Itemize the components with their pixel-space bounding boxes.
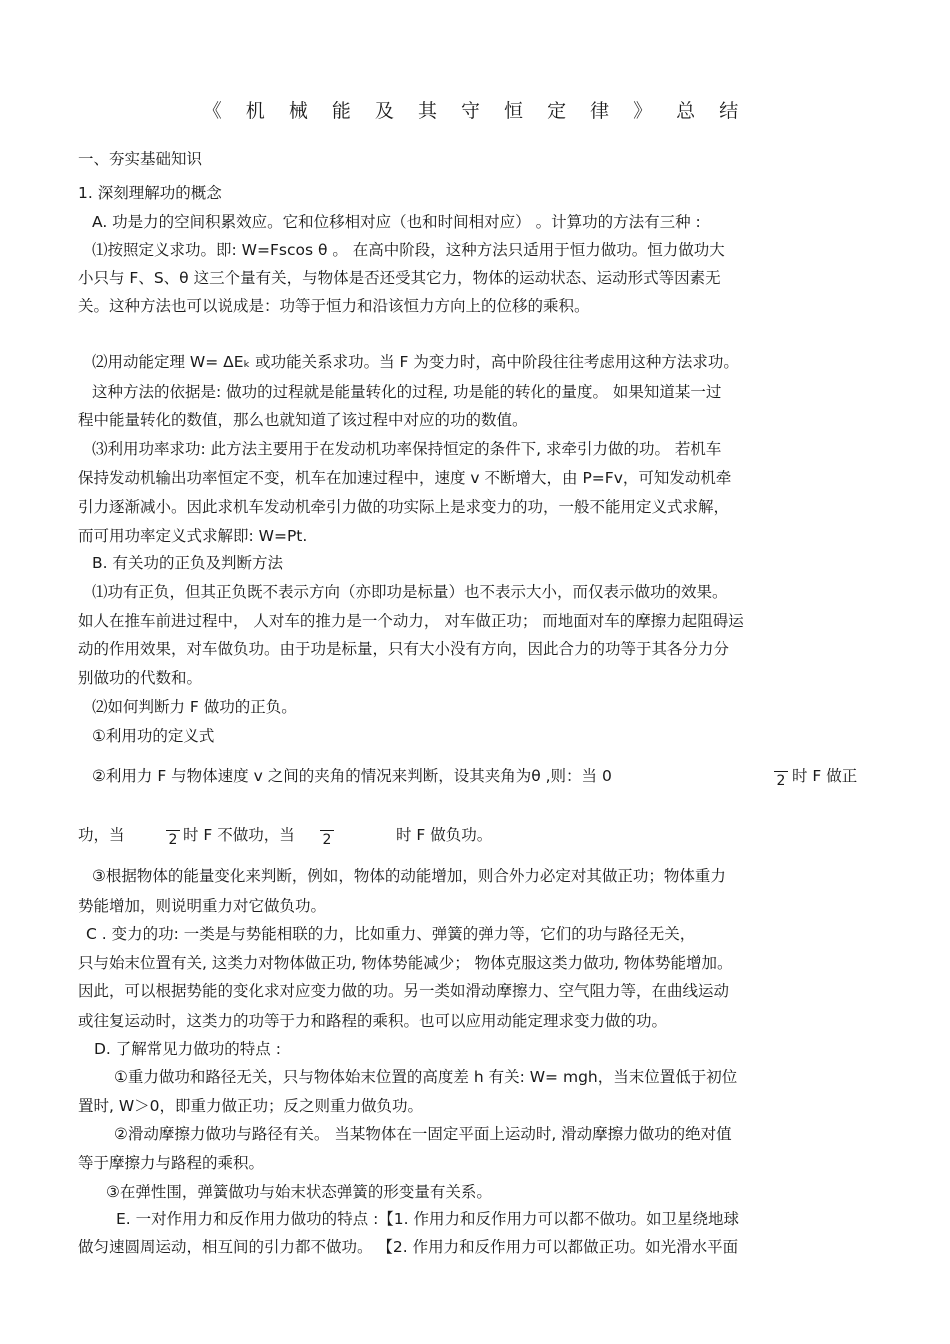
fraction bbox=[166, 830, 180, 847]
text-line: 时 F 做负功。 bbox=[396, 826, 493, 844]
text-line: 置时, W＞0，即重力做正功；反之则重力做负功。 bbox=[78, 1097, 424, 1115]
text-line: 保持发动机输出功率恒定不变，机车在加速过程中，速度 v 不断增大，由 P=Fv，可知发动机牵 bbox=[78, 469, 732, 487]
text-line: 时 F 不做功，当 bbox=[183, 826, 295, 844]
text-line: 动的作用效果，对车做负功。由于功是标量，只有大小没有方向，因此合力的功等于其各分力分 bbox=[78, 640, 730, 658]
subsection-heading: C . 变力的功: 一类是与势能相联的力，比如重力、弹簧的弹力等，它们的功与路径无关， bbox=[86, 925, 696, 943]
text-line: ①利用功的定义式 bbox=[92, 727, 215, 745]
text-line: ③在弹性围，弹簧做功与始末状态弹簧的形变量有关系。 bbox=[106, 1183, 492, 1201]
subsection-heading: 1. 深刻理解功的概念 bbox=[78, 184, 222, 202]
text-line: A. 功是力的空间积累效应。它和位移相对应（也和时间相对应） 。计算功的方法有三种 : bbox=[92, 213, 701, 231]
text-line: 这种方法的依据是: 做功的过程就是能量转化的过程, 功是能的转化的量度。 如果知道某一过 bbox=[92, 383, 722, 401]
text-line: 等于摩擦力与路程的乘积。 bbox=[78, 1154, 265, 1172]
fraction-denominator: 2 bbox=[776, 773, 786, 789]
text-line: 程中能量转化的数值，那么也就知道了该过程中对应的功的数值。 bbox=[78, 411, 528, 429]
text-line: ⑵用动能定理 W= ΔEₖ 或功能关系求功。当 F 为变力时，高中阶段往往考虑用这种方法求功。 bbox=[92, 353, 739, 371]
text-line: ⑴按照定义求功。即: W=Fscos θ 。 在高中阶段，这种方法只适用于恒力做功。恒力做功大 bbox=[92, 241, 725, 259]
fraction-denominator: 2 bbox=[168, 832, 178, 848]
fraction-bar bbox=[166, 830, 180, 831]
text-line: 功，当 bbox=[78, 826, 125, 844]
text-line: 引力逐渐减小。因此求机车发动机牵引力做的功实际上是求变力的功，一般不能用定义式求解， bbox=[78, 498, 730, 516]
text-line: 如人在推车前进过程中， 人对车的推力是一个动力， 对车做正功； 而地面对车的摩擦力起阻碍运 bbox=[78, 612, 744, 630]
text-line: 只与始末位置有关, 这类力对物体做正功, 物体势能减少； 物体克服这类力做功, 物体势能增加。 bbox=[78, 954, 733, 972]
text-line: 而可用功率定义式求解即: W=Pt. bbox=[78, 527, 308, 545]
text-line: ①重力做功和路径无关，只与物体始末位置的高度差 h 有关: W= mgh，当末位置低于初位 bbox=[114, 1068, 738, 1086]
fraction-bar bbox=[774, 771, 788, 772]
text-line: 势能增加，则说明重力对它做负功。 bbox=[78, 897, 327, 915]
text-line: ⑴功有正负，但其正负既不表示方向（亦即功是标量）也不表示大小，而仅表示做功的效果。 bbox=[92, 583, 728, 601]
text-line: ③根据物体的能量变化来判断，例如，物体的动能增加，则合外力必定对其做正功；物体重力 bbox=[92, 867, 726, 885]
text-line: 因此，可以根据势能的变化求对应变力做的功。另一类如滑动摩擦力、空气阻力等，在曲线运动 bbox=[78, 982, 730, 1000]
fraction-bar bbox=[320, 830, 334, 831]
subsection-heading: E. 一对作用力和反作用力做功的特点 :【1. 作用力和反作用力可以都不做功。如卫星绕地球 bbox=[116, 1210, 740, 1228]
text-line: 小只与 F、S、θ 这三个量有关，与物体是否还受其它力，物体的运动状态、运动形式等因素无 bbox=[78, 269, 721, 287]
text-line: 时 F 做正 bbox=[792, 767, 858, 785]
text-line: ⑵如何判断力 F 做功的正负。 bbox=[92, 698, 297, 716]
text-line: 关。这种方法也可以说成是：功等于恒力和沿该恒力方向上的位移的乘积。 bbox=[78, 297, 590, 315]
text-line: ②滑动摩擦力做功与路径有关。 当某物体在一固定平面上运动时, 滑动摩擦力做功的绝对值 bbox=[114, 1125, 732, 1143]
fraction bbox=[774, 771, 788, 788]
fraction bbox=[320, 830, 334, 847]
page-title: 《 机 械 能 及 其 守 恒 定 律 》 总 结 bbox=[202, 100, 748, 122]
text-line: ⑶利用功率求功: 此方法主要用于在发动机功率保持恒定的条件下, 求牵引力做的功。 若机车 bbox=[92, 440, 722, 458]
fraction-denominator: 2 bbox=[322, 832, 332, 848]
text-line: 别做功的代数和。 bbox=[78, 669, 203, 687]
text-line: 或往复运动时，这类力的功等于力和路程的乘积。也可以应用动能定理求变力做的功。 bbox=[78, 1012, 668, 1030]
section-heading: 一、夯实基础知识 bbox=[78, 150, 203, 168]
subsection-heading: B. 有关功的正负及判断方法 bbox=[92, 554, 283, 572]
text-line: ②利用力 F 与物体速度 v 之间的夹角的情况来判断，设其夹角为θ ,则：当 0 bbox=[92, 767, 612, 785]
subsection-heading: D. 了解常见力做功的特点 : bbox=[94, 1040, 281, 1058]
text-line: 做匀速圆周运动，相互间的引力都不做功。 【2. 作用力和反作用力可以都做正功。如光滑水平面 bbox=[78, 1238, 739, 1256]
